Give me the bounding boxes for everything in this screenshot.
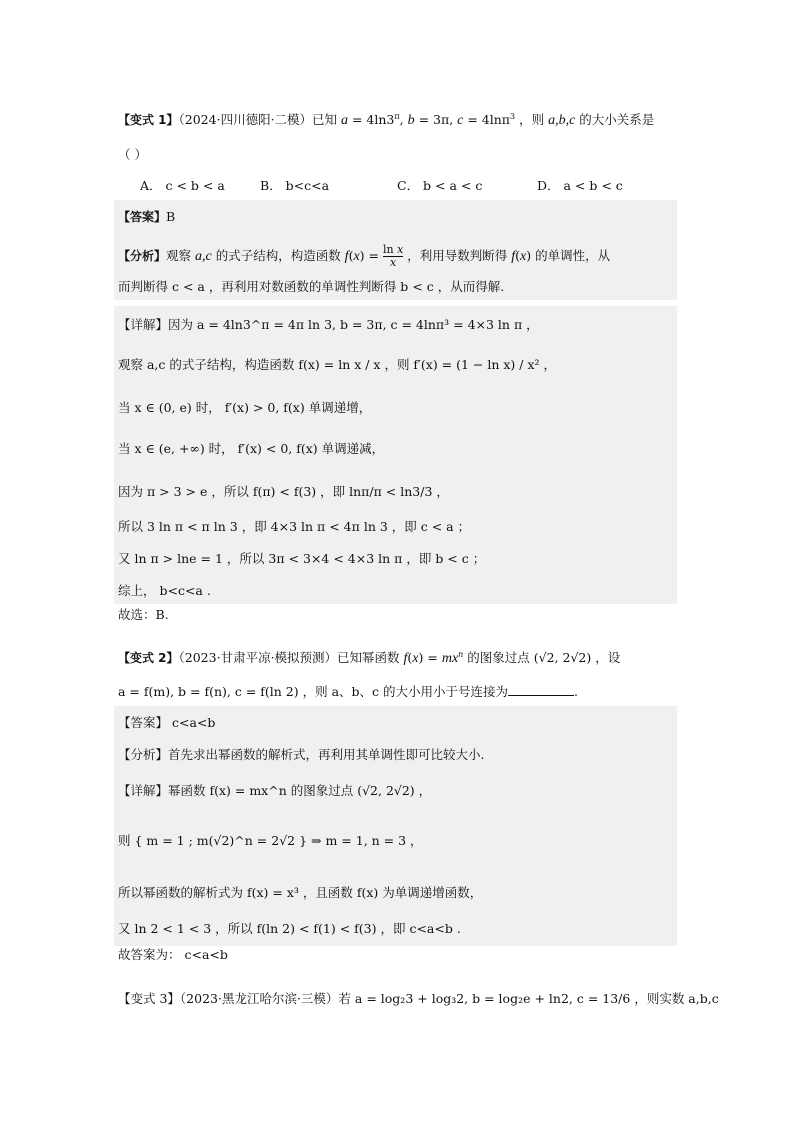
v1-analysis-2: 而判断得 c < a ，再利用对数函数的单调性判断得 b < c ，从而得解. [118, 279, 505, 294]
option-c[interactable]: C． b < a < c [397, 178, 483, 193]
v1-detail-6: 所以 3 ln π < π ln 3 ，即 4×3 ln π < 4π ln 3 ，即 c < a ； [118, 519, 471, 534]
option-d[interactable]: D． a < b < c [537, 178, 623, 193]
v2-header: 【变式 2】（2023·甘肃平凉·模拟预测）已知幂函数 $f(x) = mx^n$ 的图象过点 (√2, 2√2) ，设 [118, 650, 621, 667]
v3-header: 【变式 3】（2023·黑龙江哈尔滨·三模）若 a = log₂3 + log₃2, b = log₂e + ln2, c = 13/6 ，则实数 a,b,c [118, 991, 719, 1006]
v2-detail-2: 则 { m = 1 ; m(√2)^n = 2√2 } ⇒ m = 1, n = 3 ， [118, 833, 423, 848]
v1-detail-2: 观察 a,c 的式子结构，构造函数 f(x) = ln x / x ，则 f′(x) = (1 − ln x) / x² ， [118, 357, 557, 372]
v1-answer: 【答案】B [118, 209, 176, 224]
v1-detail-7: 又 ln π > lne = 1 ，所以 3π < 3×4 < 4×3 ln π ，即 b < c ； [118, 551, 486, 566]
v2-final: 故答案为： c<a<b [118, 947, 228, 962]
v1-detail-8: 综上， b<c<a . [118, 583, 211, 598]
v2-detail-3: 所以幂函数的解析式为 f(x) = x³ ，且函数 f(x) 为单调递增函数， [118, 885, 483, 900]
v1-paren: （ ） [118, 147, 147, 162]
v1-detail-1: 【详解】因为 a = 4ln3^π = 4π ln 3, b = 3π, c = 4lnπ³ = 4×3 ln π ， [118, 317, 539, 332]
v1-detail-4: 当 x ∈ (e, +∞) 时， f′(x) < 0, f(x) 单调递减， [118, 441, 385, 456]
v2-line2: a = f(m), b = f(n), c = f(ln 2) ，则 a、b、c 的大小用小于号连接为 . [118, 684, 578, 699]
option-b[interactable]: B． b<c<a [260, 178, 330, 193]
v1-detail-5: 因为 π > 3 > e ，所以 f(π) < f(3) ，即 lnπ/π < ln3/3 ， [118, 484, 449, 499]
v2-analysis: 【分析】首先求出幂函数的解析式，再利用其单调性即可比较大小. [118, 747, 485, 762]
v1-header: 【变式 1】（2024·四川德阳·二模）已知 $a = 4\ln 3^\pi$, b = 3π, c = 4lnπ$^3$ ，则 a,b,c 的大小关系是 [118, 112, 655, 129]
v2-detail-4: 又 ln 2 < 1 < 3 ，所以 f(ln 2) < f(1) < f(3) ，即 c<a<b . [118, 921, 461, 936]
answer-blank[interactable] [508, 683, 574, 696]
v1-detail-3: 当 x ∈ (0, e) 时， f′(x) > 0, f(x) 单调递增， [118, 400, 372, 415]
v2-answer: 【答案】 c<a<b [118, 715, 216, 730]
option-a[interactable]: A． c < b < a [140, 178, 225, 193]
v1-final: 故选：B. [118, 607, 169, 622]
v2-detail-1: 【详解】幂函数 f(x) = mx^n 的图象过点 (√2, 2√2) ， [118, 783, 432, 798]
v1-analysis-1: 【分析】观察 a,c 的式子结构，构造函数 f(x) = $\frac{\text{ln x}}{x}$ ，利用导数判断得 f(x) 的单调性，从 [118, 243, 611, 269]
